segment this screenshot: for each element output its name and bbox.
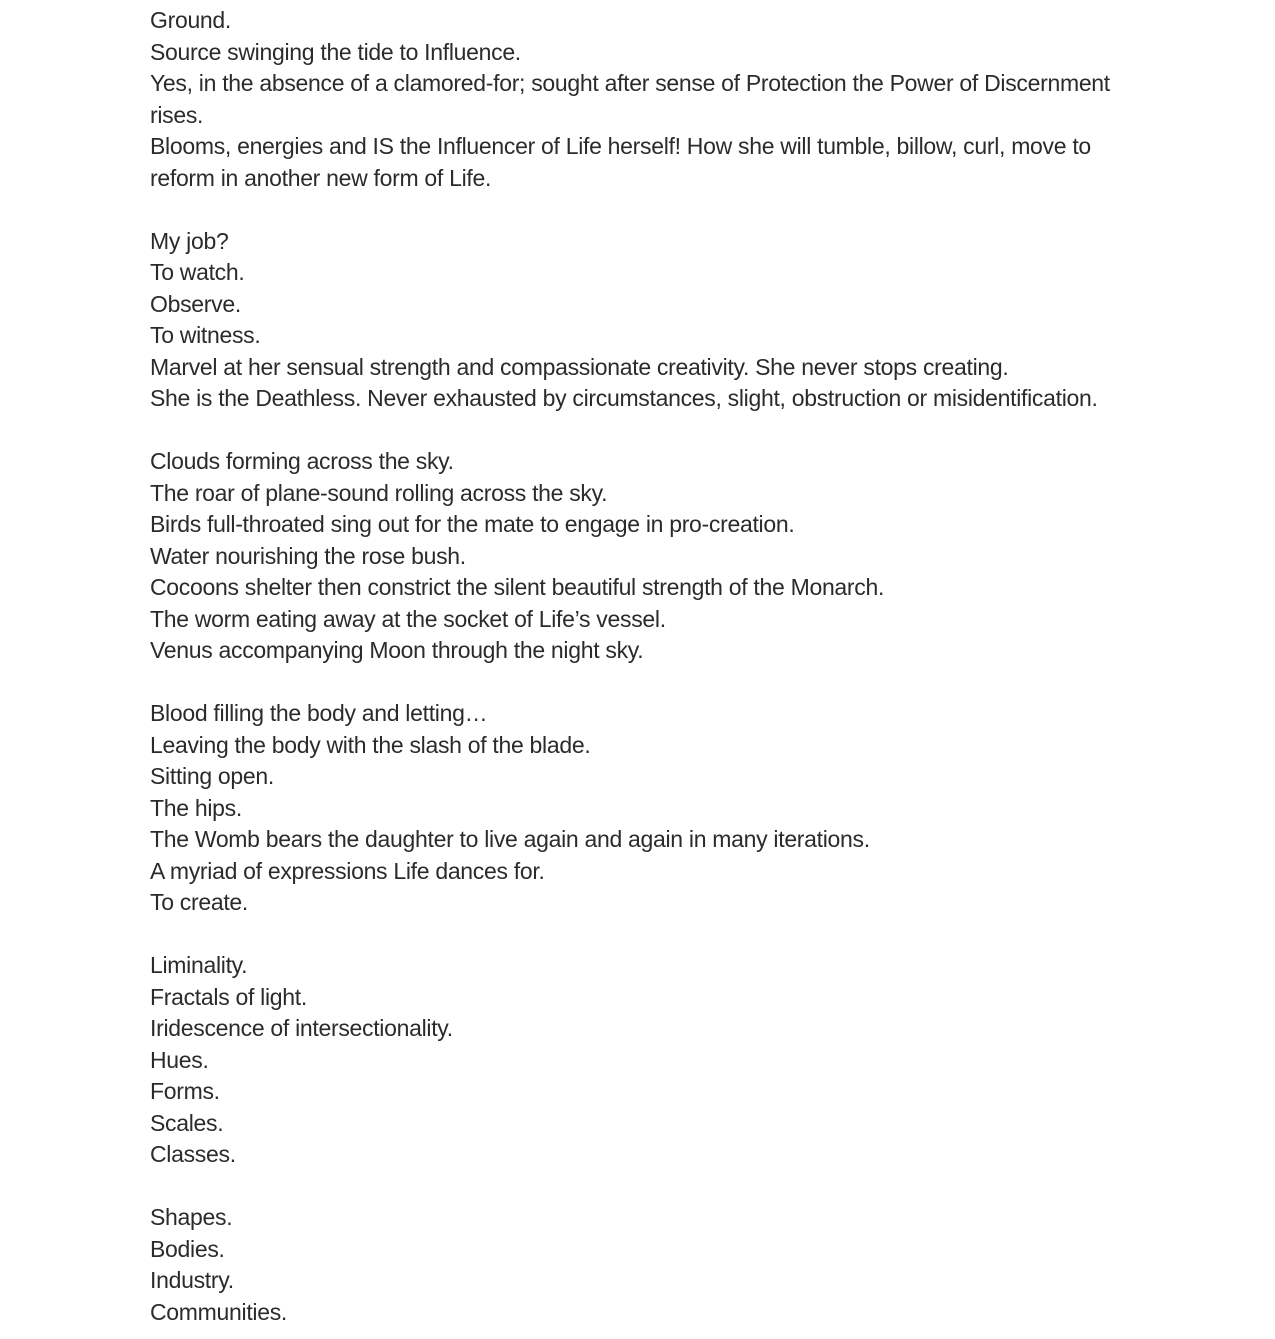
text-line: Scales. <box>150 1109 224 1136</box>
text-line: Venus accompanying Moon through the night sky. <box>150 637 644 663</box>
text-line: Yes, in the absence of a clamored-for; sought after sense of Protection the Power of Discernment rises. <box>150 70 1110 128</box>
text-line: The hips. <box>150 794 242 821</box>
text-line: To witness. <box>150 322 261 348</box>
text-line: Classes. <box>150 1141 236 1167</box>
text-line: Water nourishing the rose bush. <box>150 542 466 569</box>
text-line: Bodies. <box>150 1235 225 1262</box>
text-line: Blood filling the body and letting… <box>150 700 488 726</box>
document-body <box>150 5 1140 1328</box>
text-line: To watch. <box>150 259 245 285</box>
text-line: A myriad of expressions Life dances for. <box>150 857 545 884</box>
text-line: Marvel at her sensual strength and compassionate creativity. She never stops creating. <box>150 353 1009 380</box>
text-line: To create. <box>150 889 248 915</box>
stanza-gap <box>150 919 1140 951</box>
text-line: Blooms, energies and IS the Influencer of Life herself! How she will tumble, billow, curl, move to reform in another new form of Life. <box>150 133 1091 191</box>
text-line: Sitting open. <box>150 763 274 789</box>
text-line: Iridescence of intersectionality. <box>150 1015 453 1041</box>
text-line: Source swinging the tide to Influence. <box>150 38 521 65</box>
stanza-gap <box>150 194 1140 226</box>
text-line: Cocoons shelter then constrict the silent beautiful strength of the Monarch. <box>150 574 885 600</box>
stanza-gap <box>150 1171 1140 1203</box>
text-line: Hues. <box>150 1046 209 1073</box>
stanza-gap <box>150 415 1140 447</box>
text-line: Communities. <box>150 1298 287 1325</box>
text-line: The Womb bears the daughter to live again and again in many iterations. <box>150 826 870 852</box>
text-line: Shapes. <box>150 1204 233 1230</box>
text-line: Industry. <box>150 1267 234 1293</box>
stanza <box>150 950 1140 1171</box>
text-line: The roar of plane-sound rolling across the sky. <box>150 479 608 506</box>
stanza <box>150 698 1140 919</box>
text-line: Birds full-throated sing out for the mate to engage in pro-creation. <box>150 511 795 537</box>
text-line: My job? <box>150 227 229 254</box>
text-line: Forms. <box>150 1078 220 1104</box>
stanza <box>150 226 1140 415</box>
text-line: Leaving the body with the slash of the blade. <box>150 731 591 758</box>
text-line: The worm eating away at the socket of Life’s vessel. <box>150 605 666 632</box>
text-line: She is the Deathless. Never exhausted by circumstances, slight, obstruction or misidentification. <box>150 385 1098 411</box>
text-line: Observe. <box>150 290 241 317</box>
stanza <box>150 446 1140 667</box>
text-line: Liminality. <box>150 952 248 978</box>
stanza <box>150 5 1140 194</box>
text-line: Fractals of light. <box>150 983 307 1010</box>
stanza-gap <box>150 667 1140 699</box>
text-line: Clouds forming across the sky. <box>150 448 454 474</box>
text-line: Ground. <box>150 7 232 33</box>
stanza <box>150 1202 1140 1328</box>
